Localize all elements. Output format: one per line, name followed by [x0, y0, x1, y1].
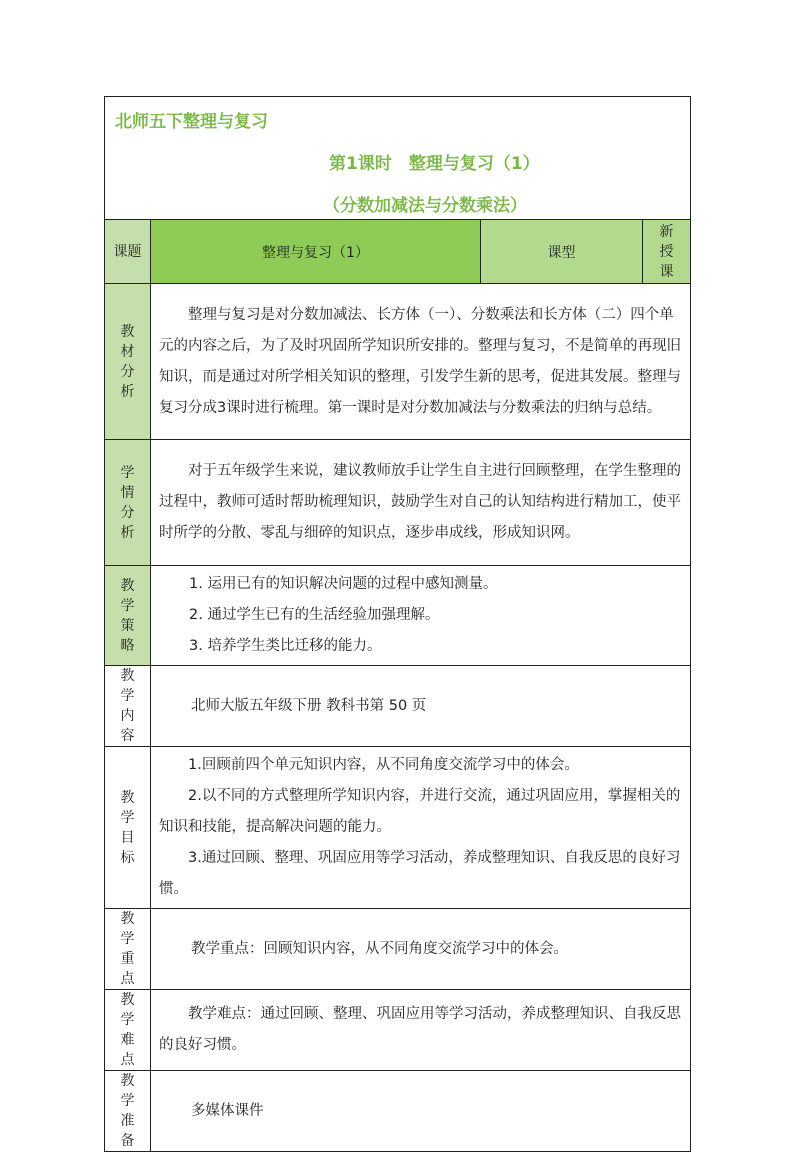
- strategy-cell: [151, 566, 691, 666]
- goals-row: [105, 747, 691, 909]
- difficulty-cell: [151, 990, 691, 1071]
- difficulty-row: [105, 990, 691, 1071]
- key-text: 教学重点：回顾知识内容，从不同角度交流学习中的体会。: [191, 940, 568, 957]
- lesson-plan-table: [104, 96, 691, 1152]
- students-cell: [151, 440, 691, 566]
- header-cell: [105, 97, 691, 220]
- key-row: [105, 909, 691, 990]
- lesson-subtitle: （分数加减法与分数乘法）: [323, 196, 527, 216]
- prep-text: 多媒体课件: [191, 1102, 264, 1119]
- type-value: 新授课: [643, 220, 691, 284]
- goal-item: 2.以不同的方式整理所学知识内容，并进行交流，通过巩固应用，掌握相关的知识和技能，提高解决问题的能力。: [159, 788, 681, 835]
- material-row: [105, 284, 691, 440]
- prep-row: [105, 1071, 691, 1152]
- goal-item: 1.回顾前四个单元知识内容，从不同角度交流学习中的体会。: [188, 757, 579, 773]
- lesson-title: 第1课时 整理与复习（1）: [329, 154, 540, 174]
- content-text: 北师大版五年级下册 教科书第 50 页: [191, 697, 427, 714]
- strategy-row: [105, 566, 691, 666]
- prep-cell: [151, 1071, 691, 1152]
- type-label: 课型: [481, 220, 643, 284]
- key-label: 教学重点: [105, 909, 151, 990]
- students-label: 学情分析: [105, 440, 151, 566]
- difficulty-label: 教学难点: [105, 990, 151, 1071]
- material-cell: [151, 284, 691, 440]
- key-cell: [151, 909, 691, 990]
- topic-value: 整理与复习（1）: [151, 220, 481, 284]
- strategy-item: 3. 培养学生类比迁移的能力。: [189, 638, 382, 654]
- content-label: 教学内容: [105, 666, 151, 747]
- topic-label: 课题: [105, 220, 151, 284]
- content-row: [105, 666, 691, 747]
- strategy-item: 1. 运用已有的知识解决问题的过程中感知测量。: [189, 576, 498, 592]
- material-label: 教材分析: [105, 284, 151, 440]
- content-cell: [151, 666, 691, 747]
- students-text: 对于五年级学生来说，建议教师放手让学生自主进行回顾整理，在学生整理的过程中，教师可适时帮助梳理知识，鼓励学生对自己的认知结构进行精加工，使平时所学的分散、零乱与细碎的知识点，逐步串成线，形成知识网。: [159, 463, 681, 541]
- goal-item: 3.通过回顾、整理、巩固应用等学习活动，养成整理知识、自我反思的良好习惯。: [159, 850, 681, 897]
- header-row: [105, 97, 691, 220]
- goals-label: 教学目标: [105, 747, 151, 909]
- students-row: [105, 440, 691, 566]
- material-text: 整理与复习是对分数加减法、长方体（一）、分数乘法和长方体（二）四个单元的内容之后，为了及时巩固所学知识所安排的。整理与复习，不是简单的再现旧知识，而是通过对所学相关知识的整理，引发学生新的思考，促进其发展。整理与复习分成3课时进行梳理。第一课时是对分数加减法与分数乘法的归纳与总结。: [159, 306, 681, 416]
- difficulty-text: 教学难点：通过回顾、整理、巩固应用等学习活动，养成整理知识、自我反思的良好习惯。: [159, 1006, 681, 1053]
- prep-label: 教学准备: [105, 1071, 151, 1152]
- topic-row: [105, 220, 691, 284]
- goals-cell: [151, 747, 691, 909]
- series-title: 北师五下整理与复习: [115, 112, 268, 132]
- strategy-item: 2. 通过学生已有的生活经验加强理解。: [189, 607, 440, 623]
- strategy-label: 教学策略: [105, 566, 151, 666]
